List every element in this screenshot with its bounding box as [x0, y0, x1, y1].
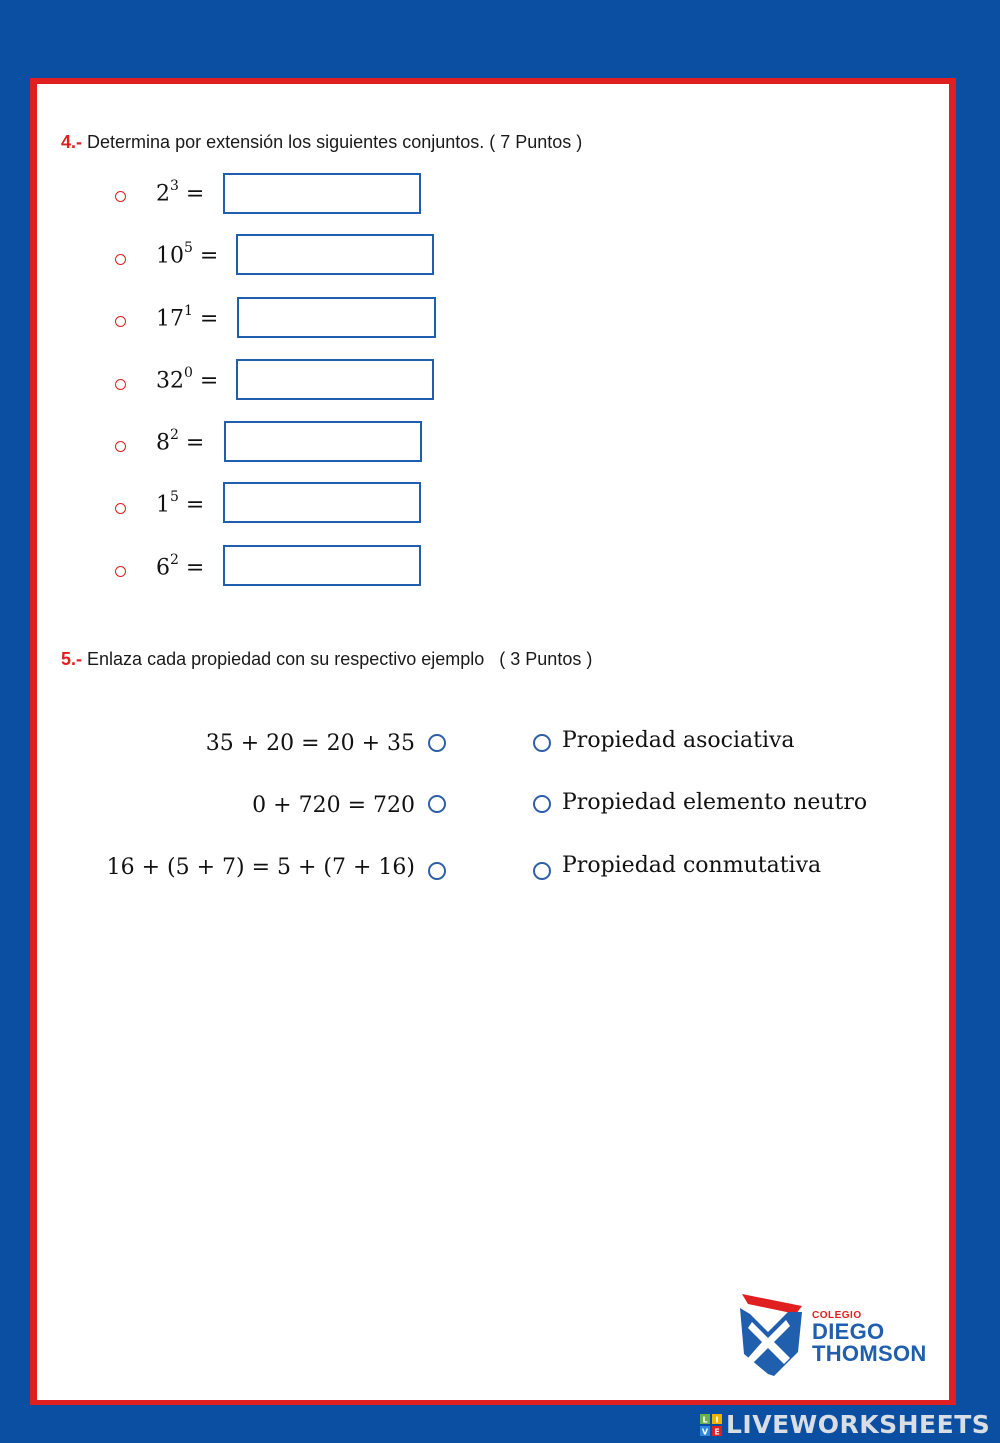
liveworksheets-logo-icon — [700, 1414, 722, 1436]
badge-letter: V — [701, 1427, 709, 1436]
equals-sign: = — [199, 243, 219, 269]
equals-sign: = — [185, 181, 205, 207]
property-label-3: Propiedad conmutativa — [562, 853, 822, 878]
power-expression — [156, 554, 204, 580]
question-5-number: 5.- — [61, 649, 83, 669]
match-right-dot-1[interactable] — [533, 734, 551, 752]
school-logo-text — [812, 1311, 927, 1365]
answer-input-4[interactable] — [236, 359, 434, 400]
match-example-3: 16 + (5 + 7) = 5 + (7 + 16) — [106, 855, 415, 880]
power-expression — [156, 429, 204, 455]
answer-input-5[interactable] — [224, 421, 422, 462]
power-exponent: 5 — [184, 240, 193, 256]
power-base: 8 — [156, 430, 170, 456]
bullet-icon — [115, 191, 126, 202]
liveworksheets-brand — [700, 1410, 990, 1439]
badge-letter: E — [714, 1427, 720, 1436]
liveworksheets-text: LIVEWORKSHEETS — [726, 1410, 991, 1439]
answer-input-6[interactable] — [223, 482, 421, 523]
power-base: 1 — [156, 492, 170, 518]
power-expression — [156, 305, 218, 331]
question-4-number: 4.- — [61, 132, 83, 152]
power-base: 2 — [156, 181, 170, 207]
power-exponent: 2 — [170, 552, 179, 568]
property-label-2: Propiedad elemento neutro — [562, 790, 868, 815]
equals-sign: = — [185, 430, 205, 456]
match-left-dot-2[interactable] — [428, 795, 446, 813]
power-exponent: 0 — [184, 365, 193, 381]
match-right-dot-3[interactable] — [533, 862, 551, 880]
question-4-title — [61, 132, 582, 153]
power-expression — [156, 491, 204, 517]
power-exponent: 1 — [184, 303, 193, 319]
bullet-icon — [115, 441, 126, 452]
power-expression — [156, 367, 218, 393]
question-4-text: Determina por extensión los siguientes conjuntos. ( 7 Puntos ) — [87, 132, 583, 152]
match-left-dot-1[interactable] — [428, 734, 446, 752]
property-label-1: Propiedad asociativa — [562, 728, 795, 753]
match-example-2: 0 + 720 = 720 — [252, 793, 415, 818]
answer-input-2[interactable] — [236, 234, 434, 275]
question-5-title — [61, 649, 592, 670]
logo-line-2: THOMSON — [812, 1341, 927, 1366]
bullet-icon — [115, 316, 126, 327]
worksheet-sheet — [30, 78, 956, 1405]
match-right-dot-2[interactable] — [533, 795, 551, 813]
school-shield-logo-icon — [738, 1292, 808, 1378]
power-exponent: 5 — [170, 489, 179, 505]
power-base: 17 — [156, 306, 184, 332]
power-base: 10 — [156, 243, 184, 269]
logo-small-text: COLEGIO — [812, 1310, 862, 1321]
answer-input-7[interactable] — [223, 545, 421, 586]
power-expression — [156, 242, 218, 268]
equals-sign: = — [185, 555, 205, 581]
logo-line-1: DIEGO — [812, 1319, 885, 1344]
power-expression — [156, 180, 204, 206]
match-example-1: 35 + 20 = 20 + 35 — [205, 731, 415, 756]
equals-sign: = — [199, 306, 219, 332]
bullet-icon — [115, 566, 126, 577]
match-left-dot-3[interactable] — [428, 862, 446, 880]
equals-sign: = — [185, 492, 205, 518]
power-base: 6 — [156, 555, 170, 581]
answer-input-3[interactable] — [237, 297, 436, 338]
answer-input-1[interactable] — [223, 173, 421, 214]
bullet-icon — [115, 254, 126, 265]
badge-letter: L — [702, 1415, 708, 1424]
power-base: 32 — [156, 368, 184, 394]
badge-letter: I — [715, 1415, 719, 1424]
power-exponent: 3 — [170, 178, 179, 194]
question-5-text: Enlaza cada propiedad con su respectivo ejemplo ( 3 Puntos ) — [87, 649, 593, 669]
equals-sign: = — [199, 368, 219, 394]
bullet-icon — [115, 503, 126, 514]
bullet-icon — [115, 379, 126, 390]
power-exponent: 2 — [170, 427, 179, 443]
